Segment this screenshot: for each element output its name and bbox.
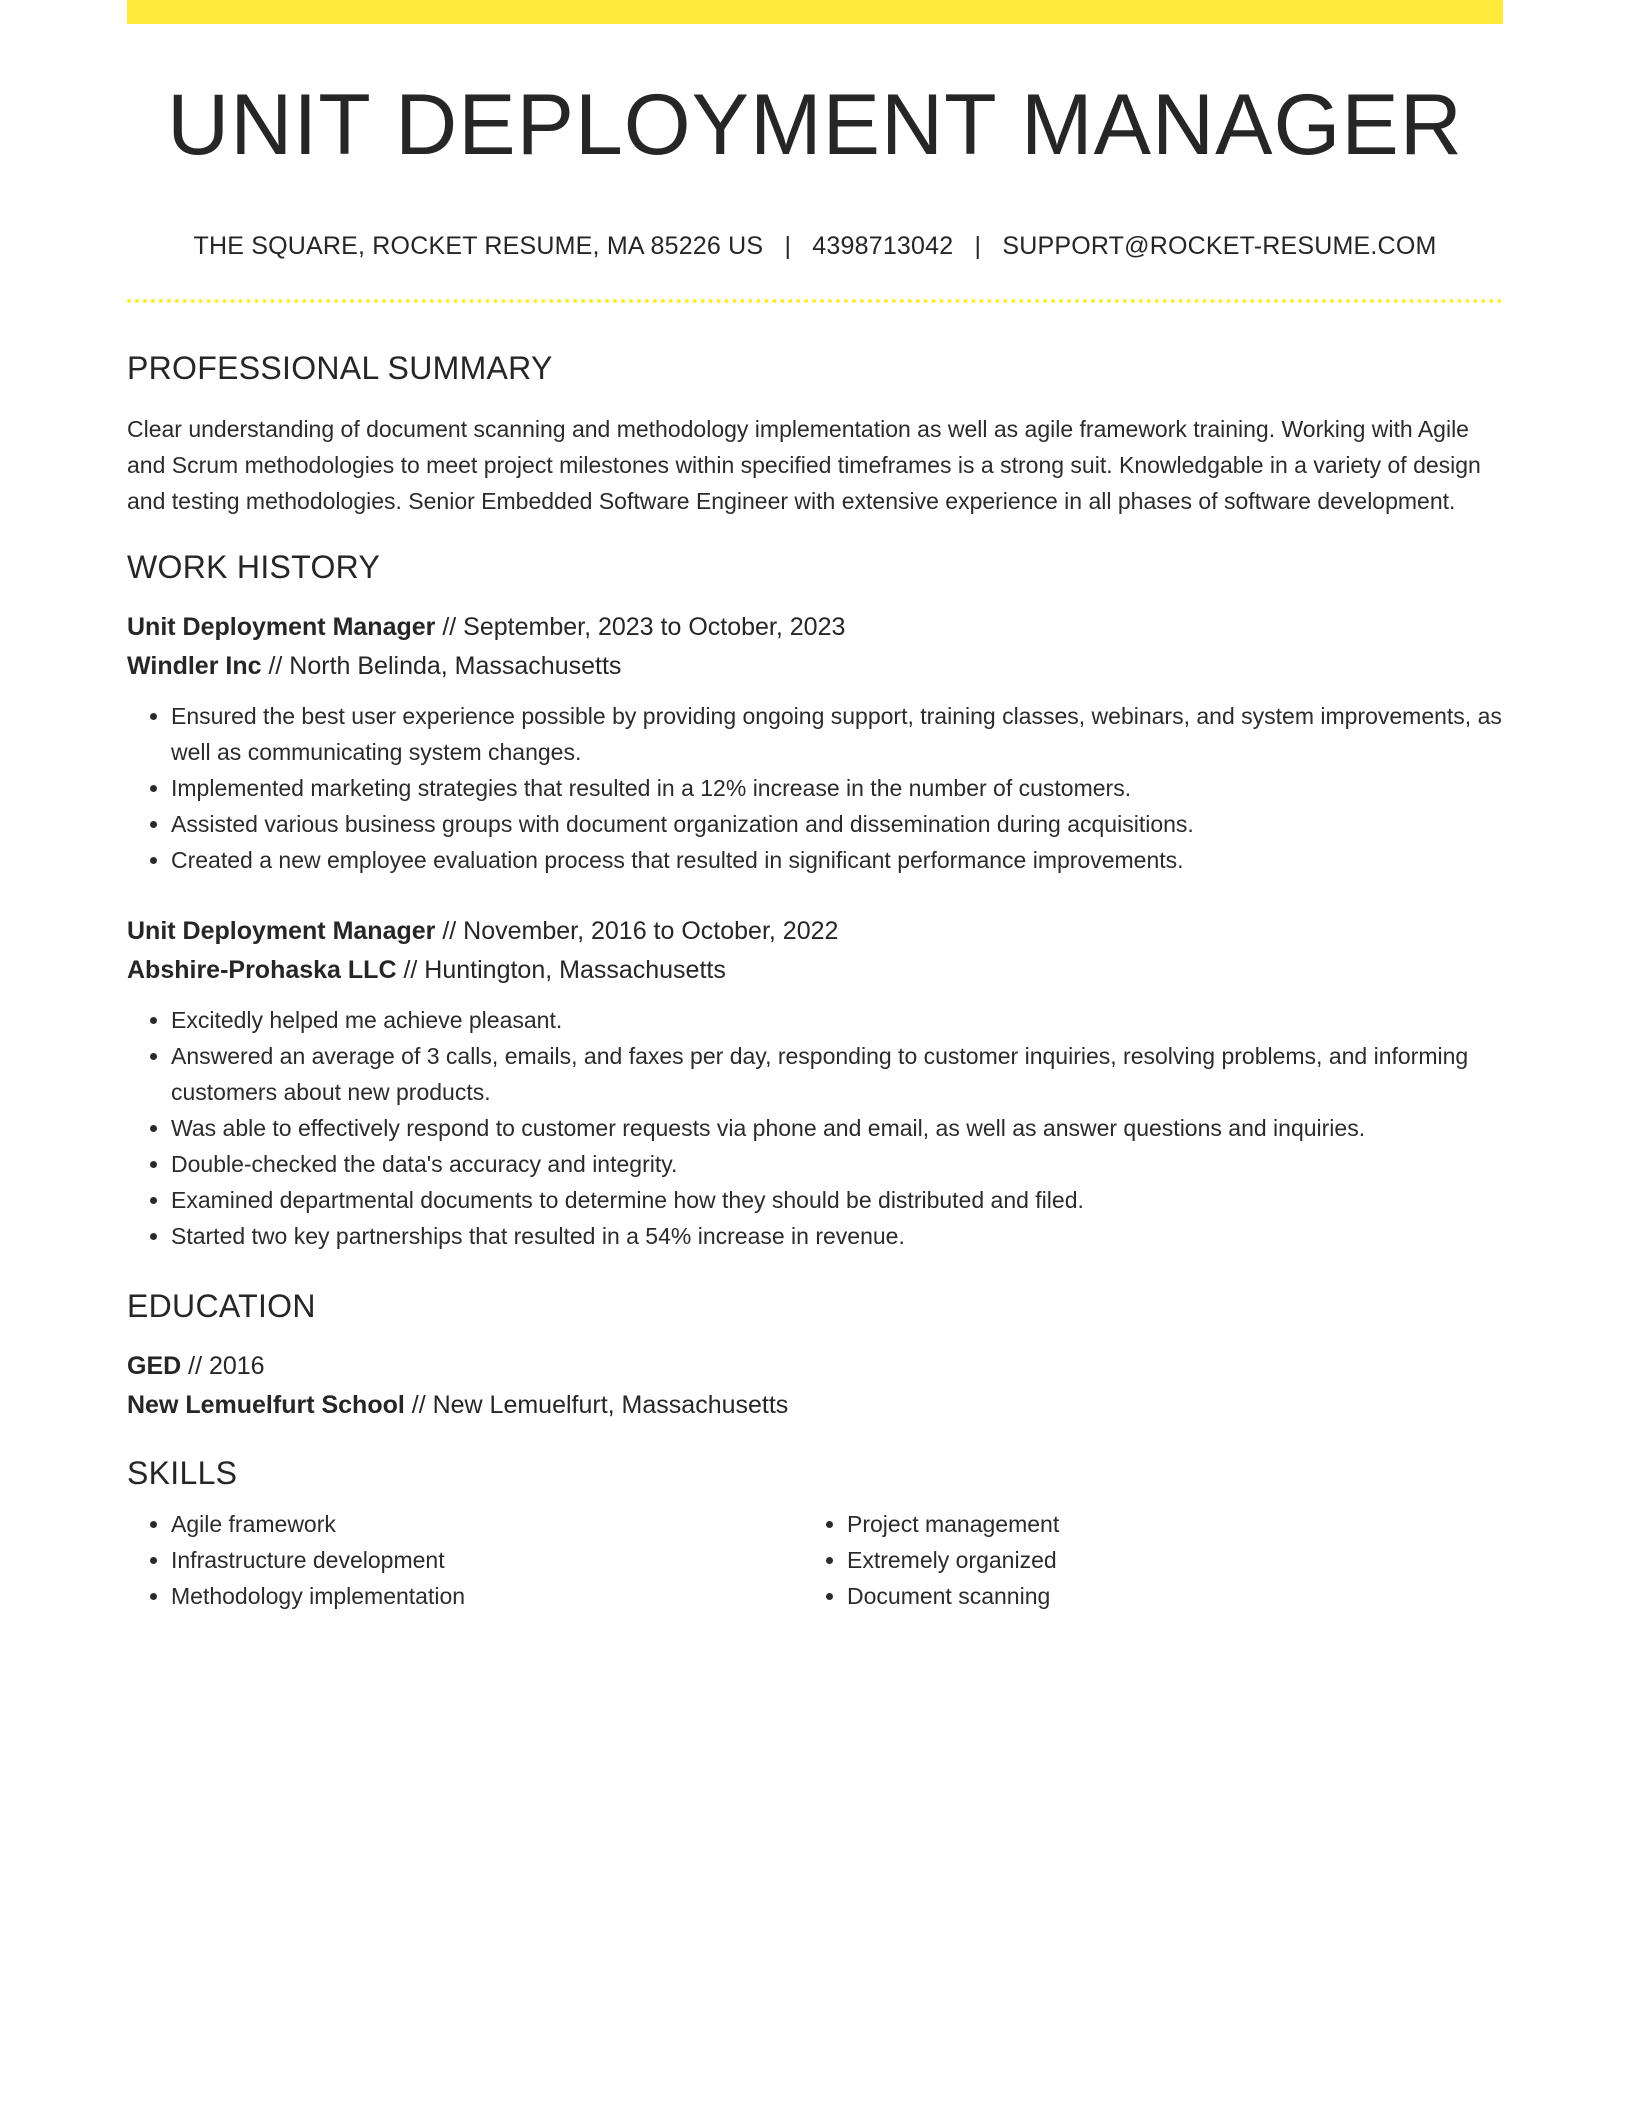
job-entry xyxy=(127,912,1503,1254)
skill-item: • Document scanning xyxy=(847,1578,1479,1614)
job-company: Abshire-Prohaska LLC xyxy=(127,956,397,984)
job-location: // North Belinda, Massachusetts xyxy=(261,652,622,680)
list-item: • Excitedly helped me achieve pleasant. xyxy=(171,1002,1503,1038)
contact-address: THE SQUARE, ROCKET RESUME, MA 85226 US xyxy=(193,232,764,260)
skills-column-left xyxy=(127,1506,803,1614)
job-location: // Huntington, Massachusetts xyxy=(396,956,726,984)
job-position: Unit Deployment Manager xyxy=(127,917,436,945)
job-entry xyxy=(127,608,1503,878)
skill-item: • Extremely organized xyxy=(847,1542,1479,1578)
education-heading: EDUCATION xyxy=(127,1288,316,1324)
job-position: Unit Deployment Manager xyxy=(127,613,436,641)
job-dates: // September, 2023 to October, 2023 xyxy=(435,613,846,641)
list-item: • Created a new employee evaluation process that resulted in significant performance improvements. xyxy=(171,842,1503,878)
summary-heading: PROFESSIONAL SUMMARY xyxy=(127,350,553,386)
list-item: • Implemented marketing strategies that resulted in a 12% increase in the number of customers. xyxy=(171,770,1503,806)
skills-heading: SKILLS xyxy=(127,1455,238,1491)
education-entry xyxy=(127,1347,1503,1425)
list-item: • Assisted various business groups with document organization and dissemination during acquisitions. xyxy=(171,806,1503,842)
top-accent-bar xyxy=(127,0,1503,24)
skill-item: • Agile framework xyxy=(171,1506,803,1542)
skill-item: • Methodology implementation xyxy=(171,1578,803,1614)
list-item: • Examined departmental documents to determine how they should be distributed and filed. xyxy=(171,1182,1503,1218)
education-location: // New Lemuelfurt, Massachusetts xyxy=(404,1391,789,1419)
job-dates: // November, 2016 to October, 2022 xyxy=(435,917,839,945)
list-item: • Answered an average of 3 calls, emails, and faxes per day, responding to customer inquiries, resolving problems, and informing customers about new products. xyxy=(171,1038,1503,1110)
job-title-line xyxy=(127,912,1503,951)
list-item: • Ensured the best user experience possible by providing ongoing support, training classes, webinars, and system improvements, as well as communicating system changes. xyxy=(171,698,1503,770)
job-bullets xyxy=(127,698,1503,878)
job-company-line xyxy=(127,647,1503,686)
education-degree-line xyxy=(127,1347,1503,1386)
work-history-heading: WORK HISTORY xyxy=(127,549,381,585)
skills-column-right xyxy=(803,1506,1479,1614)
contact-email: SUPPORT@ROCKET-RESUME.COM xyxy=(1002,232,1437,260)
contact-separator: | xyxy=(974,232,982,260)
job-bullets xyxy=(127,1002,1503,1254)
skill-item: • Infrastructure development xyxy=(171,1542,803,1578)
skills-list xyxy=(127,1506,1503,1614)
list-item: • Double-checked the data's accuracy and integrity. xyxy=(171,1146,1503,1182)
summary-text: Clear understanding of document scanning and methodology implementation as well as agile framework training. Working with Agile and Scrum methodologies to meet project milestones within specified timeframes is a strong suit. Knowledgable in a variety of design and testing methodologies. Senior Embedded Software Engineer with extensive experience in all phases of software development. xyxy=(127,416,1481,514)
job-company-line xyxy=(127,951,1503,990)
contact-phone: 4398713042 xyxy=(812,232,954,260)
education-school-line xyxy=(127,1386,1503,1425)
list-item: • Started two key partnerships that resulted in a 54% increase in revenue. xyxy=(171,1218,1503,1254)
education-degree: GED xyxy=(127,1352,182,1380)
contact-line xyxy=(127,232,1503,261)
education-school: New Lemuelfurt School xyxy=(127,1391,405,1419)
job-company: Windler Inc xyxy=(127,652,262,680)
education-year: // 2016 xyxy=(181,1352,265,1380)
resume-title: UNIT DEPLOYMENT MANAGER xyxy=(167,77,1463,173)
list-item: • Was able to effectively respond to customer requests via phone and email, as well as answer questions and inquiries. xyxy=(171,1110,1503,1146)
resume-page xyxy=(127,0,1503,1614)
job-title-line xyxy=(127,608,1503,647)
contact-separator: | xyxy=(784,232,792,260)
skill-item: • Project management xyxy=(847,1506,1479,1542)
dotted-divider xyxy=(127,299,1503,303)
